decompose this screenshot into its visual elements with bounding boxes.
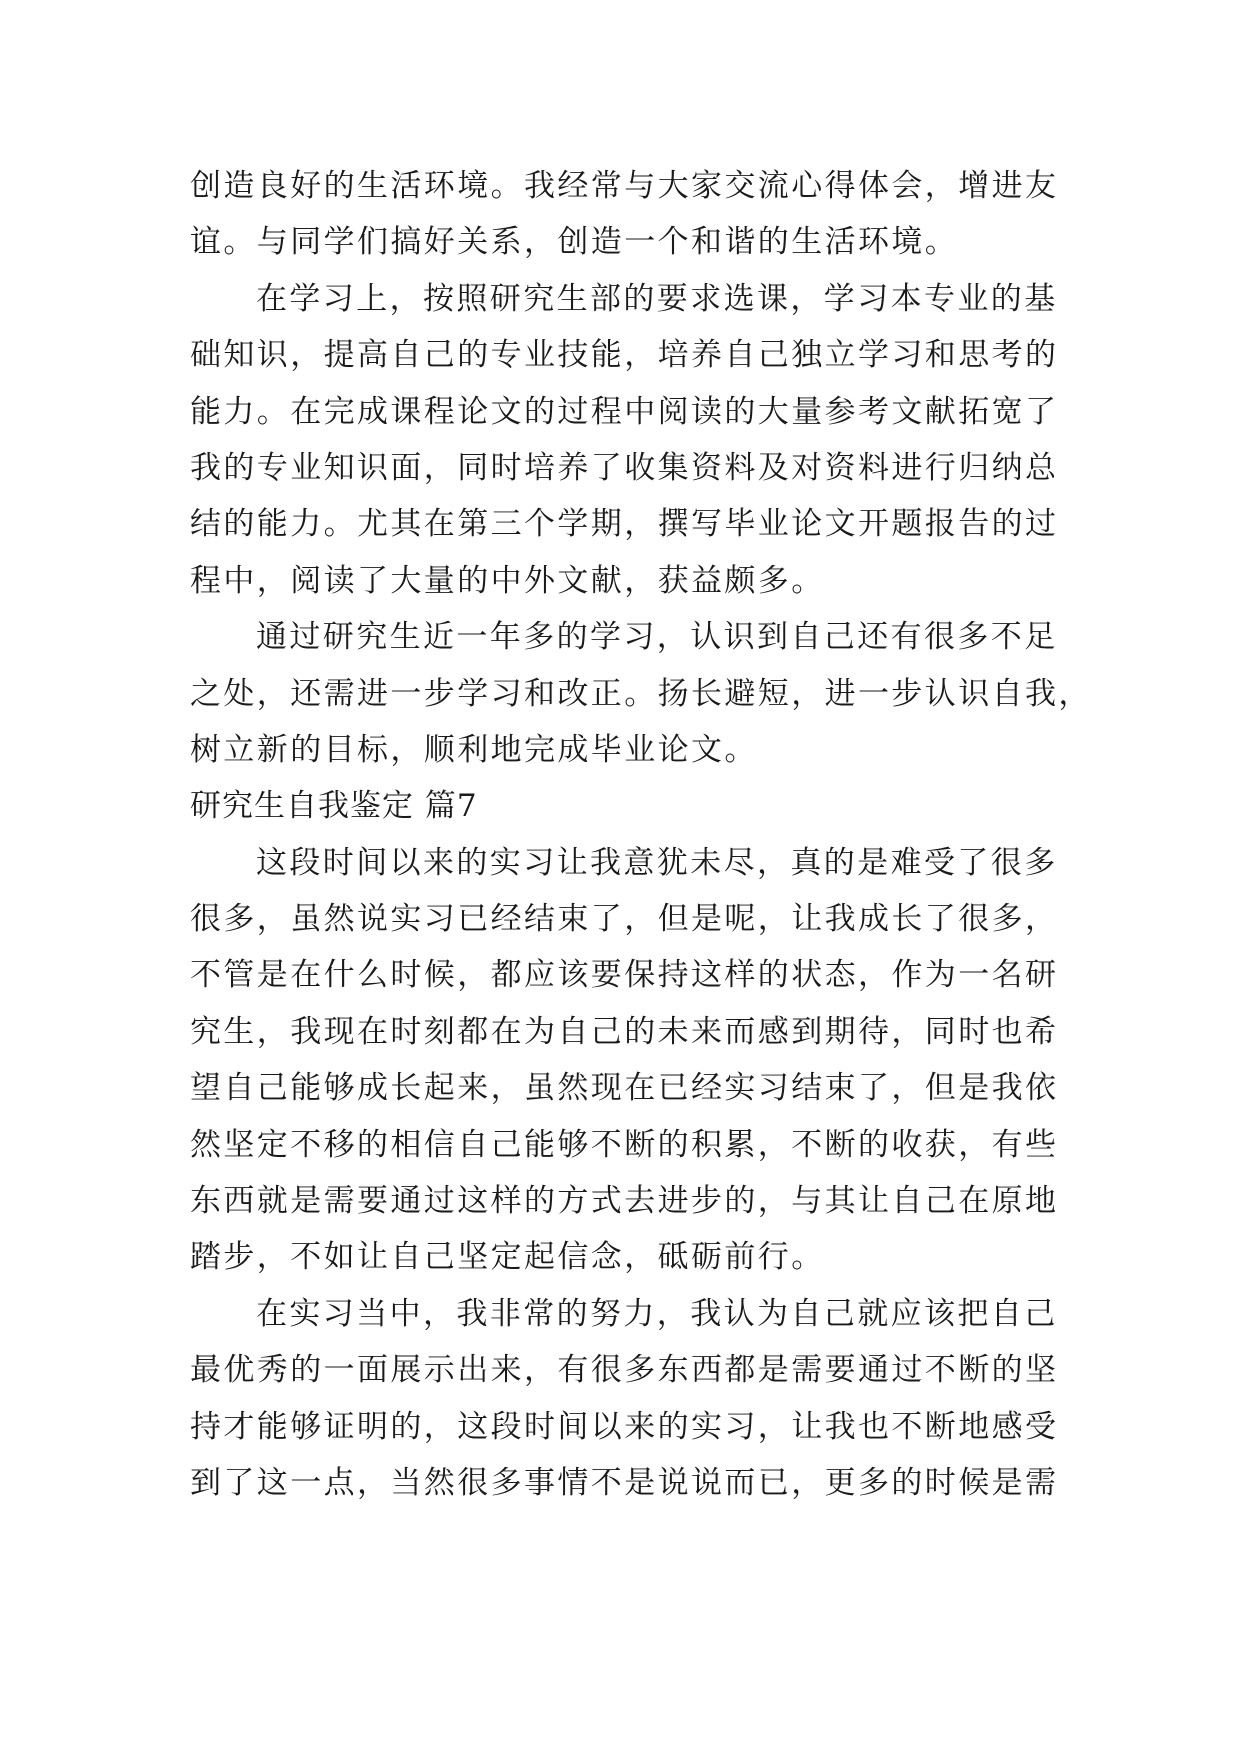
section-heading: 研究生自我鉴定 篇7 [190,788,478,825]
text-line: 望自己能够成长起来，虽然现在已经实习结束了，但是我依 [190,1070,1059,1107]
text-line: 结的能力。尤其在第三个学期，撰写毕业论文开题报告的过 [190,506,1059,543]
text-line: 在学习上，按照研究生部的要求选课，学习本专业的基 [256,280,1058,317]
text-line: 不管是在什么时候，都应该要保持这样的状态，作为一名研 [190,957,1059,994]
text-line: 到了这一点，当然很多事情不是说说而已，更多的时候是需 [190,1464,1059,1501]
text-line: 这段时间以来的实习让我意犹未尽，真的是难受了很多 [256,844,1058,881]
text-line: 能力。在完成课程论文的过程中阅读的大量参考文献拓宽了 [190,393,1059,430]
text-line: 持才能够证明的，这段时间以来的实习，让我也不断地感受 [190,1408,1059,1445]
text-line: 之处，还需进一步学习和改正。扬长避短，进一步认识自我， [190,675,1092,712]
text-line: 究生，我现在时刻都在为自己的未来而感到期待，同时也希 [190,1013,1059,1050]
text-line: 通过研究生近一年多的学习，认识到自己还有很多不足 [256,619,1058,656]
text-line: 东西就是需要通过这样的方式去进步的，与其让自己在原地 [190,1183,1059,1220]
text-line: 最优秀的一面展示出来，有很多东西都是需要通过不断的坚 [190,1352,1059,1389]
text-line: 踏步，不如让自己坚定起信念，砥砺前行。 [190,1239,825,1276]
text-line: 树立新的目标，顺利地完成毕业论文。 [190,731,758,768]
text-line: 然坚定不移的相信自己能够不断的积累，不断的收获，有些 [190,1126,1059,1163]
text-line: 很多，虽然说实习已经结束了，但是呢，让我成长了很多， [190,901,1059,938]
text-line: 我的专业知识面，同时培养了收集资料及对资料进行归纳总 [190,449,1059,486]
text-line: 础知识，提高自己的专业技能，培养自己独立学习和思考的 [190,337,1059,374]
text-line: 创造良好的生活环境。我经常与大家交流心得体会，增进友 [190,168,1059,204]
document-body [190,158,1092,1511]
text-line: 程中，阅读了大量的中外文献，获益颇多。 [190,562,825,599]
text-line: 在实习当中，我非常的努力，我认为自己就应该把自己 [256,1295,1058,1332]
text-line: 谊。与同学们搞好关系，创造一个和谐的生活环境。 [190,224,959,261]
